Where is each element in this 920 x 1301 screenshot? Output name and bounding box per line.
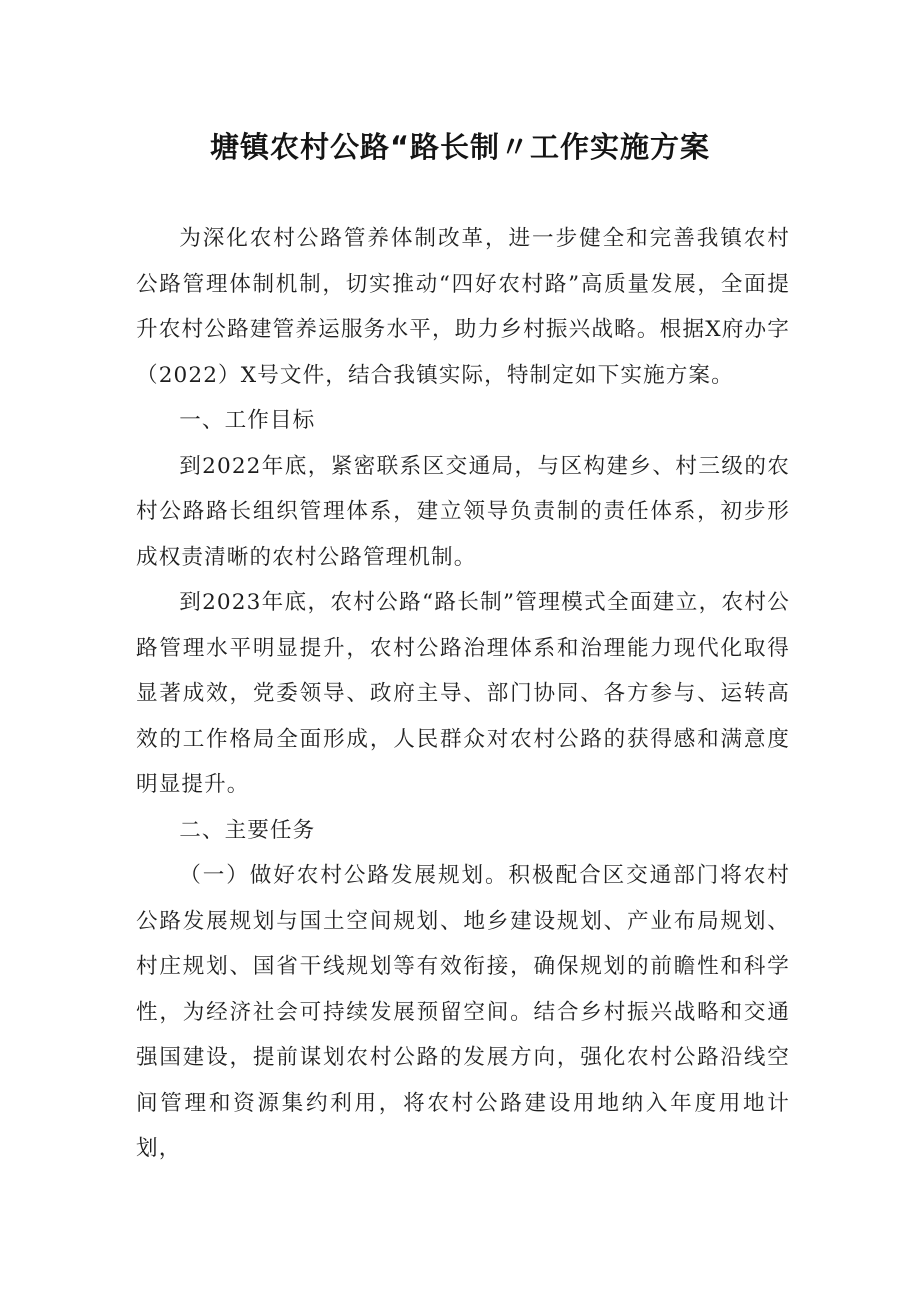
paragraph-goal-2023: 到2023年底，农村公路“路长制”管理模式全面建立，农村公路管理水平明显提升，农村公路治理体系和治理能力现代化取得显著成效，党委领导、政府主导、部门协同、各方参与、运转高效的工作格局全面形成，人民群众对农村公路的获得感和满意度明显提升。	[136, 590, 790, 797]
document-title: 塘镇农村公路“路长制〃工作实施方案	[209, 130, 711, 164]
paragraph-task-1: （一）做好农村公路发展规划。积极配合区交通部门将农村公路发展规划与国土空间规划、地乡建设规划、产业布局规划、村庄规划、国省干线规划等有效衔接，确保规划的前瞻性和科学性，为经济社会可持续发展预留空间。结合乡村振兴战略和交通强国建设，提前谋划农村公路的发展方向，强化农村公路沿线空间管理和资源集约利用，将农村公路建设用地纳入年度用地计划，	[136, 863, 790, 1161]
heading-main-tasks: 二、主要任务	[179, 817, 316, 843]
heading-work-goals: 一、工作目标	[179, 408, 316, 433]
paragraph-goal-2022: 到2022年底，紧密联系区交通局，与区构建乡、村三级的农村公路路长组织管理体系，建立领导负责制的责任体系，初步形成权责清晰的农村公路管理机制。	[136, 453, 790, 570]
paragraph-intro: 为深化农村公路管养体制改革，进一步健全和完善我镇农村公路管理体制机制，切实推动“四好农村路”高质量发展，全面提升农村公路建管养运服务水平，助力乡村振兴战略。根据X府办字（2022）X号文件，结合我镇实际，特制定如下实施方案。	[136, 226, 790, 388]
document-body	[136, 216, 790, 1172]
